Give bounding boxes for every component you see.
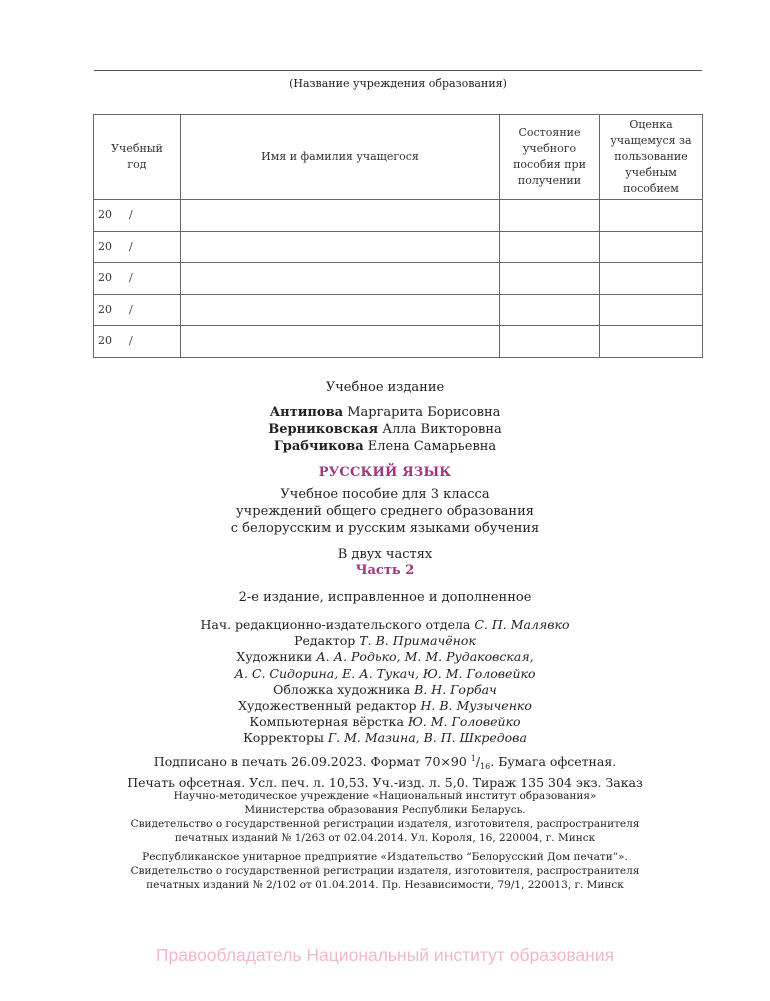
author-given-names: Алла Викторовна — [382, 422, 502, 437]
subtitle-line: учреждений общего среднего образования — [236, 504, 534, 519]
year-separator: / — [129, 302, 133, 316]
credit-names: А. С. Сидорина, Е. А. Тукач, Ю. М. Головейко — [234, 665, 536, 681]
year-cell[interactable] — [94, 200, 181, 232]
credit-names: Г. М. Мазина, В. П. Шкредова — [327, 730, 527, 746]
credit-names: В. Н. Горбач — [414, 681, 497, 697]
publisher-info — [0, 789, 770, 845]
credit-line — [0, 714, 770, 730]
print-info-line: Печать офсетная. Усл. печ. л. 10,53. Уч.-изд. л. 5,0. Тираж 135 304 экз. Заказ — [127, 775, 643, 790]
year-cell[interactable] — [94, 263, 181, 295]
book-title: РУССКИЙ ЯЗЫК — [318, 465, 452, 480]
col-header-year: Учебный год — [94, 115, 181, 200]
parts-info: В двух частях — [337, 547, 433, 562]
credit-role: Компьютерная вёрстка — [249, 714, 404, 730]
student-name-cell[interactable] — [181, 294, 500, 326]
credit-names: Ю. М. Головейко — [407, 714, 521, 730]
table-row — [94, 231, 703, 263]
publisher-line: Министерства образования Республики Беларусь. — [244, 804, 526, 816]
credit-role: Корректоры — [243, 730, 324, 746]
credit-role: Художественный редактор — [238, 698, 417, 714]
printer-line: Свидетельство о государственной регистрации издателя, изготовителя, распространителя — [130, 865, 640, 877]
publisher-line: Научно-методическое учреждение «Национальный институт образования» — [173, 790, 597, 802]
credit-line — [0, 730, 770, 746]
credit-role: Редактор — [294, 633, 356, 649]
printer-line: Республиканское унитарное предприятие «Издательство “Белорусский Дом печати”». — [142, 851, 628, 863]
table-row — [94, 294, 703, 326]
authors-list — [0, 404, 770, 455]
author — [0, 421, 770, 438]
author-given-names: Елена Самарьевна — [367, 439, 497, 454]
student-name-cell[interactable] — [181, 326, 500, 358]
credit-role: Нач. редакционно-издательского отдела — [200, 617, 471, 632]
credit-names: Т. В. Примачёнок — [359, 633, 476, 649]
format-fraction-denominator: 16 — [480, 762, 491, 771]
printer-info — [0, 850, 770, 892]
condition-cell[interactable] — [500, 231, 600, 263]
paper-type-text: . Бумага офсетная. — [490, 754, 617, 769]
table-row — [94, 200, 703, 232]
credit-role: Художники — [236, 649, 313, 665]
credit-names: А. А. Родько, М. М. Рудаковская, — [316, 649, 534, 665]
col-header-student-name: Имя и фамилия учащегося — [181, 115, 500, 200]
grade-cell[interactable] — [600, 200, 703, 232]
table-row — [94, 326, 703, 358]
credit-names: Н. В. Музыченко — [420, 698, 532, 714]
grade-cell[interactable] — [600, 294, 703, 326]
year-prefix: 20 — [98, 271, 112, 285]
institution-name-line — [94, 70, 702, 71]
student-name-cell[interactable] — [181, 231, 500, 263]
author-surname: Антипова — [269, 405, 344, 420]
year-separator: / — [129, 208, 133, 222]
student-name-cell[interactable] — [181, 200, 500, 232]
year-prefix: 20 — [98, 239, 112, 253]
grade-cell[interactable] — [600, 263, 703, 295]
year-cell[interactable] — [94, 231, 181, 263]
credit-names: С. П. Малявко — [474, 617, 570, 632]
col-header-grade: Оценка учащемуся за пользование учебным пособием — [600, 115, 703, 200]
printer-line: печатных изданий № 2/102 от 01.04.2014. Пр. Независимости, 79/1, 220013, г. Минск — [146, 879, 624, 891]
year-cell[interactable] — [94, 326, 181, 358]
credit-line — [0, 633, 770, 649]
credit-role: Обложка художника — [273, 681, 411, 697]
credit-line — [0, 666, 770, 682]
year-cell[interactable] — [94, 294, 181, 326]
year-separator: / — [129, 239, 133, 253]
publisher-line: печатных изданий № 1/263 от 02.04.2014. Ул. Короля, 16, 220004, г. Минск — [174, 832, 596, 844]
credit-line — [0, 698, 770, 714]
credit-line — [0, 682, 770, 698]
condition-cell[interactable] — [500, 294, 600, 326]
credit-line — [0, 649, 770, 665]
credits-list — [0, 617, 770, 747]
publisher-line: Свидетельство о государственной регистрации издателя, изготовителя, распространителя — [130, 818, 640, 830]
grade-cell[interactable] — [600, 326, 703, 358]
institution-caption: (Название учреждения образования) — [289, 77, 507, 90]
author-given-names: Маргарита Борисовна — [347, 405, 501, 420]
author — [0, 438, 770, 455]
edition-type: Учебное издание — [325, 380, 445, 395]
print-format-text: Подписано в печать 26.09.2023. Формат 70×90 — [153, 754, 467, 769]
year-separator: / — [129, 334, 133, 348]
part-number: Часть 2 — [355, 563, 415, 578]
condition-cell[interactable] — [500, 263, 600, 295]
author-surname: Грабчикова — [273, 439, 364, 454]
table-row — [94, 263, 703, 295]
col-header-condition: Состояние учебного пособия при получении — [500, 115, 600, 200]
condition-cell[interactable] — [500, 200, 600, 232]
student-name-cell[interactable] — [181, 263, 500, 295]
author-surname: Верниковская — [268, 422, 379, 437]
subtitle-line: с белорусским и русским языками обучения — [230, 521, 540, 536]
table-header-row — [94, 115, 703, 200]
format-fraction-numerator: 1 — [470, 754, 476, 763]
year-prefix: 20 — [98, 208, 112, 222]
subtitle-line: Учебное пособие для 3 класса — [280, 487, 490, 502]
copyright-watermark: Правообладатель Национальный институт образования — [155, 945, 615, 965]
edition-info: 2-е издание, исправленное и дополненное — [238, 590, 532, 605]
year-prefix: 20 — [98, 334, 112, 348]
grade-cell[interactable] — [600, 231, 703, 263]
year-separator: / — [129, 271, 133, 285]
condition-cell[interactable] — [500, 326, 600, 358]
author — [0, 404, 770, 421]
print-info-line: Подписано в печать 26.09.2023. Формат 70×90 $^1/_{16}$. Бумага офсетная. — [153, 754, 617, 771]
print-info — [0, 751, 770, 791]
year-prefix: 20 — [98, 302, 112, 316]
textbook-registration-table — [93, 114, 703, 358]
book-subtitle — [0, 486, 770, 537]
credit-line — [0, 617, 770, 633]
